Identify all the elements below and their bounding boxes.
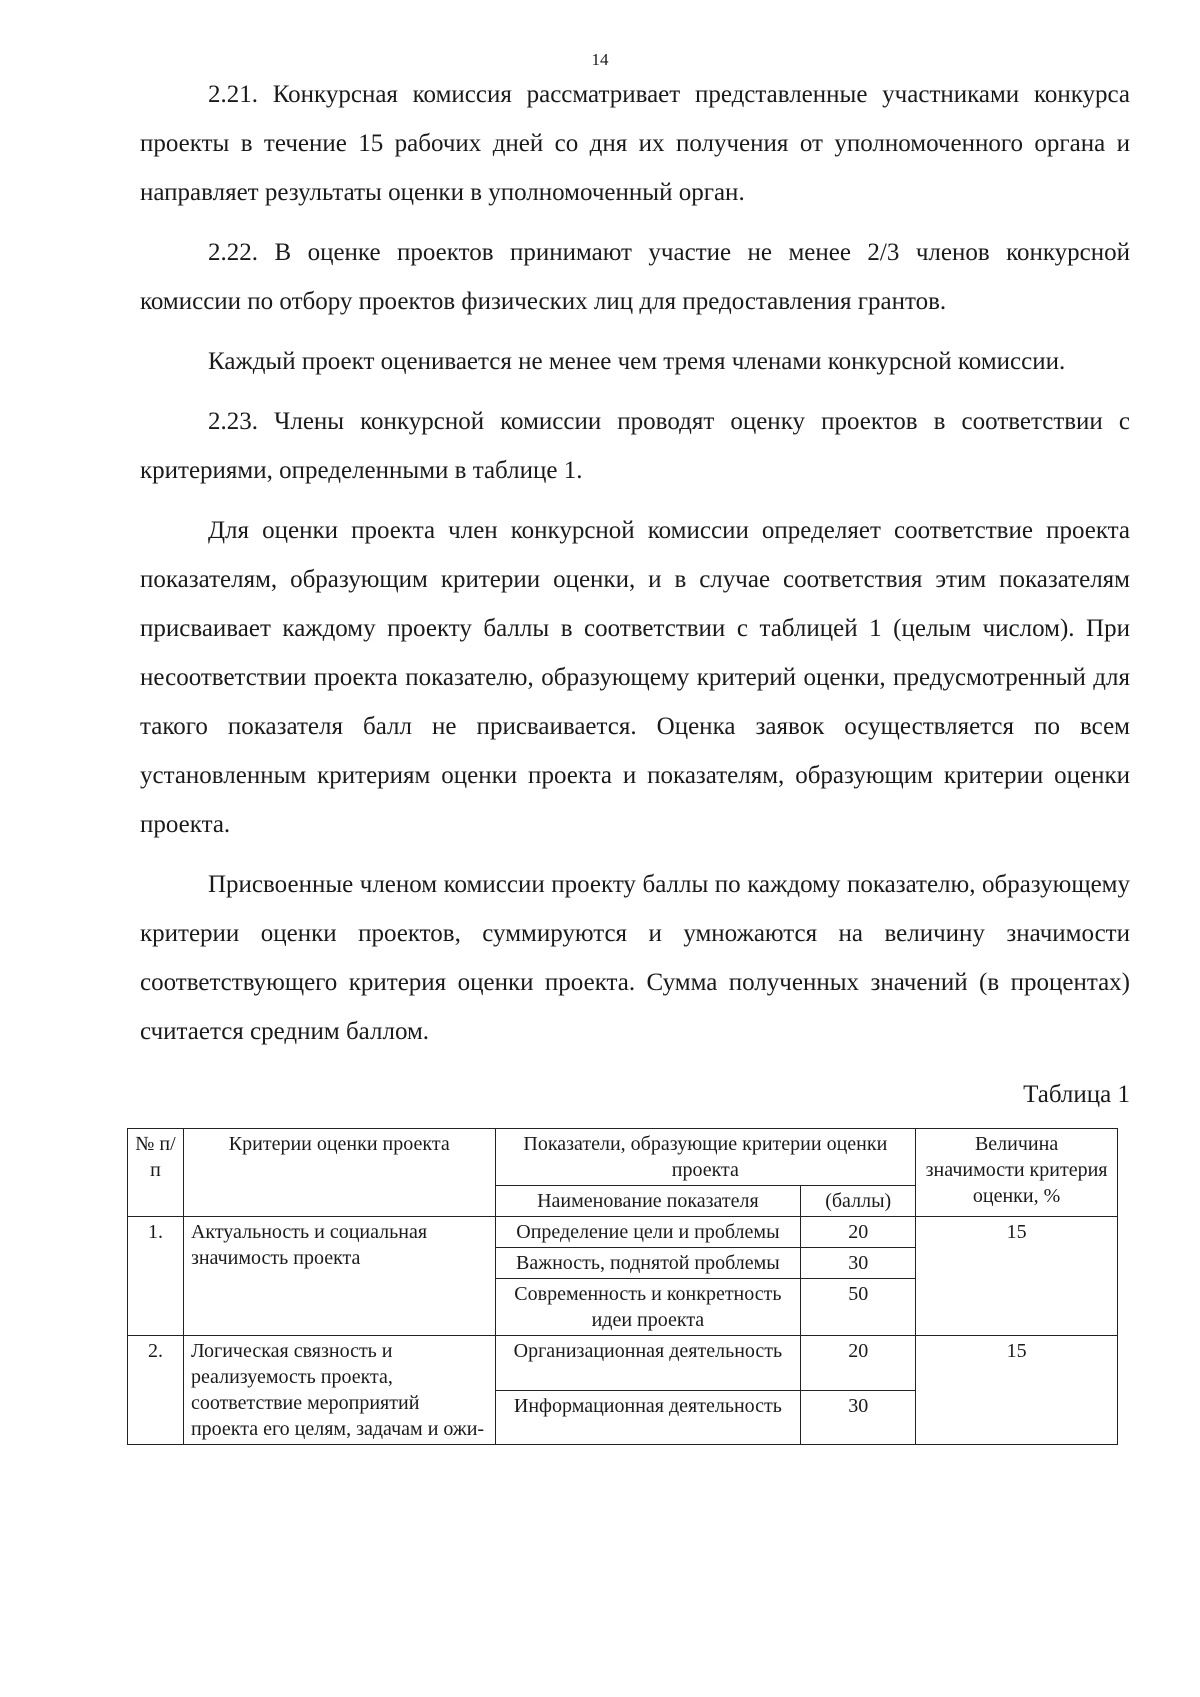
indicator-name: Важность, поднятой проблемы: [495, 1248, 801, 1279]
indicator-points: 50: [801, 1279, 916, 1336]
row-num: 2.: [128, 1336, 184, 1445]
paragraph-scoring: Присвоенные членом комиссии проекту баллы по каждому показателю, образующему критерии оценки проектов, суммируются и умножаются на величину значимости соответствующего критерия оценки проекта. Сумма полученных значений (в процентах) считается средним баллом.: [140, 871, 1130, 1045]
document-body: [140, 70, 1130, 1119]
table-caption: Таблица 1: [1023, 1081, 1130, 1108]
page-number: 14: [591, 50, 609, 69]
row-criterion: Логическая связность и реализуемость проекта, соответствие мероприятий проекта его целям, задачам и ожи-: [183, 1336, 495, 1445]
paragraph-each-project: Каждый проект оценивается не менее чем тремя членами конкурсной комиссии.: [208, 348, 1066, 375]
indicator-points: 30: [801, 1390, 916, 1445]
criteria-table: [127, 1128, 1118, 1445]
indicator-name: Организационная деятельность: [495, 1336, 801, 1391]
paragraph-evaluation: Для оценки проекта член конкурсной комиссии определяет соответствие проекта показателям, образующим критерии оценки, и в случае соответствия этим показателям присваивает каждому проекту баллы в соответствии с таблицей 1 (целым числом). При несоответствии проекта показателю, образующему критерий оценки, предусмотренный для такого показателя балл не присваивается. Оценка заявок осуществляется по всем установленным критериям оценки проекта и показателям, образующим критерии оценки проекта.: [140, 517, 1130, 838]
header-weight: Величина значимости критерия оценки, %: [916, 1129, 1118, 1217]
header-indicator-name: Наименование показателя: [495, 1186, 801, 1217]
table-row: [128, 1217, 1118, 1248]
indicator-name: Определение цели и проблемы: [495, 1217, 801, 1248]
header-points: (баллы): [801, 1186, 916, 1217]
table-header-row: [128, 1129, 1118, 1186]
row-criterion: Актуальность и социальная значимость проекта: [183, 1217, 495, 1336]
header-criteria: Критерии оценки проекта: [183, 1129, 495, 1217]
row-weight: 15: [916, 1217, 1118, 1336]
indicator-points: 30: [801, 1248, 916, 1279]
header-indicators: Показатели, образующие критерии оценки проекта: [495, 1129, 916, 1186]
indicator-points: 20: [801, 1217, 916, 1248]
row-num: 1.: [128, 1217, 184, 1336]
row-weight: 15: [916, 1336, 1118, 1445]
indicator-name: Современность и конкретность идеи проекта: [495, 1279, 801, 1336]
indicator-points: 20: [801, 1336, 916, 1391]
table-row: [128, 1336, 1118, 1391]
paragraph-2-21: 2.21. Конкурсная комиссия рассматривает представленные участниками конкурса проекты в течение 15 рабочих дней со дня их получения от уполномоченного органа и направляет результаты оценки в уполномоченный орган.: [140, 81, 1130, 206]
header-num: № п/п: [128, 1129, 184, 1217]
indicator-name: Информационная деятельность: [495, 1390, 801, 1445]
paragraph-2-23: 2.23. Члены конкурсной комиссии проводят оценку проектов в соответствии с критериями, определенными в таблице 1.: [140, 408, 1130, 484]
paragraph-2-22: 2.22. В оценке проектов принимают участие не менее 2/3 членов конкурсной комиссии по отбору проектов физических лиц для предоставления грантов.: [140, 239, 1130, 315]
